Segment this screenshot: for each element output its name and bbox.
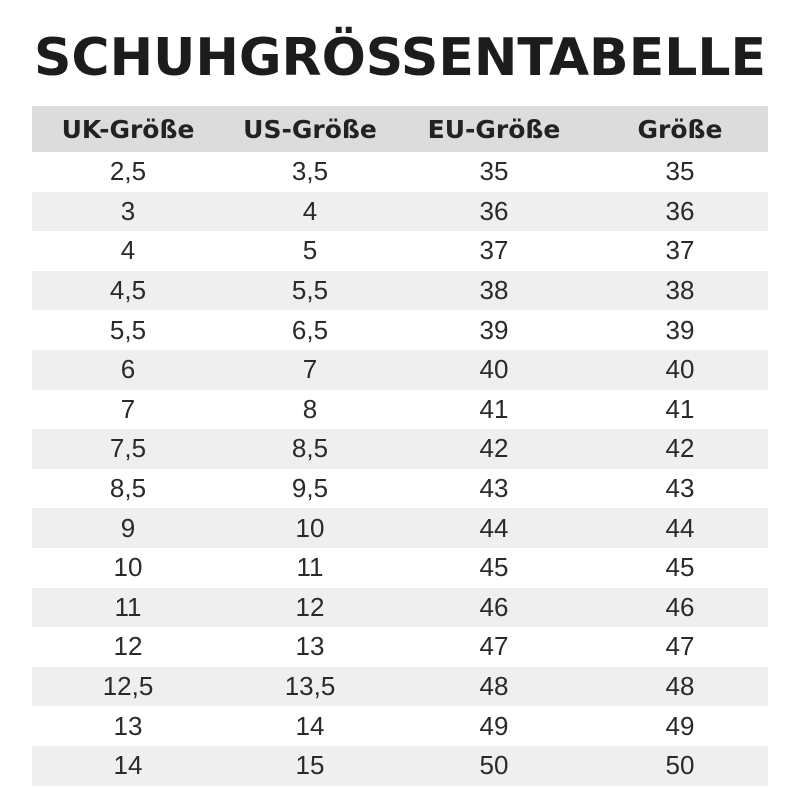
table-row [32, 746, 768, 786]
size-cell: 42 [665, 433, 695, 464]
size-cell: 49 [665, 710, 695, 741]
size-cell: 46 [665, 591, 695, 622]
us-size-cell: 12 [295, 591, 325, 622]
table-row [32, 667, 768, 707]
size-cell: 39 [665, 314, 695, 345]
uk-size-cell: 11 [114, 591, 142, 622]
uk-size-cell: 7,5 [109, 433, 147, 464]
eu-size-cell: 35 [479, 156, 509, 187]
table-header-row [32, 106, 768, 152]
table-row [32, 271, 768, 311]
table-row [32, 350, 768, 390]
us-size-cell: 7 [302, 354, 318, 385]
uk-size-cell: 12 [113, 631, 143, 662]
eu-size-cell: 50 [479, 750, 509, 781]
size-cell: 44 [665, 512, 695, 543]
table-row [32, 588, 768, 628]
eu-size-cell: 47 [479, 631, 509, 662]
eu-size-cell: 43 [479, 473, 509, 504]
us-size-cell: 13,5 [284, 671, 336, 702]
eu-size-cell: 49 [479, 710, 509, 741]
eu-size-cell: 42 [479, 433, 509, 464]
us-size-cell: 13 [295, 631, 325, 662]
header-us-size: US-Größe [243, 114, 377, 144]
uk-size-cell: 9 [120, 512, 136, 543]
us-size-cell: 11 [296, 552, 324, 583]
header-uk-size: UK-Größe [61, 114, 195, 144]
eu-size-cell: 37 [479, 235, 509, 266]
table-body [32, 152, 768, 786]
eu-size-cell: 46 [479, 591, 509, 622]
uk-size-cell: 7 [120, 393, 136, 424]
size-cell: 43 [665, 473, 695, 504]
size-cell: 38 [665, 275, 695, 306]
eu-size-cell: 44 [479, 512, 509, 543]
table-row [32, 310, 768, 350]
table-row [32, 508, 768, 548]
us-size-cell: 4 [302, 195, 318, 226]
us-size-cell: 3,5 [291, 156, 329, 187]
us-size-cell: 5 [302, 235, 318, 266]
size-cell: 40 [665, 354, 695, 385]
page-title: SCHUHGRÖSSENTABELLE [33, 28, 767, 88]
table-row [32, 469, 768, 509]
uk-size-cell: 5,5 [109, 314, 147, 345]
us-size-cell: 15 [295, 750, 325, 781]
header-size: Größe [637, 114, 723, 144]
eu-size-cell: 45 [479, 552, 509, 583]
uk-size-cell: 4 [120, 235, 136, 266]
uk-size-cell: 6 [120, 354, 136, 385]
table-row [32, 548, 768, 588]
us-size-cell: 5,5 [291, 275, 329, 306]
uk-size-cell: 4,5 [109, 275, 147, 306]
size-cell: 50 [665, 750, 695, 781]
table-row [32, 390, 768, 430]
uk-size-cell: 10 [113, 552, 143, 583]
size-cell: 45 [665, 552, 695, 583]
size-cell: 41 [665, 393, 695, 424]
eu-size-cell: 41 [479, 393, 509, 424]
size-cell: 35 [665, 156, 695, 187]
us-size-cell: 9,5 [291, 473, 329, 504]
eu-size-cell: 38 [479, 275, 509, 306]
us-size-cell: 14 [295, 710, 325, 741]
us-size-cell: 6,5 [291, 314, 329, 345]
size-table [32, 106, 768, 786]
table-row [32, 429, 768, 469]
eu-size-cell: 40 [479, 354, 509, 385]
table-row [32, 706, 768, 746]
eu-size-cell: 39 [479, 314, 509, 345]
size-cell: 47 [665, 631, 695, 662]
uk-size-cell: 14 [113, 750, 143, 781]
us-size-cell: 8,5 [291, 433, 329, 464]
size-cell: 36 [665, 195, 695, 226]
size-cell: 48 [665, 671, 695, 702]
uk-size-cell: 3 [120, 195, 136, 226]
table-row [32, 192, 768, 232]
eu-size-cell: 48 [479, 671, 509, 702]
header-eu-size: EU-Größe [427, 114, 561, 144]
us-size-cell: 10 [295, 512, 325, 543]
uk-size-cell: 8,5 [109, 473, 147, 504]
size-cell: 37 [665, 235, 695, 266]
us-size-cell: 8 [302, 393, 318, 424]
table-row [32, 231, 768, 271]
table-row [32, 627, 768, 667]
eu-size-cell: 36 [479, 195, 509, 226]
table-row [32, 152, 768, 192]
uk-size-cell: 2,5 [109, 156, 147, 187]
uk-size-cell: 13 [113, 710, 143, 741]
uk-size-cell: 12,5 [102, 671, 154, 702]
